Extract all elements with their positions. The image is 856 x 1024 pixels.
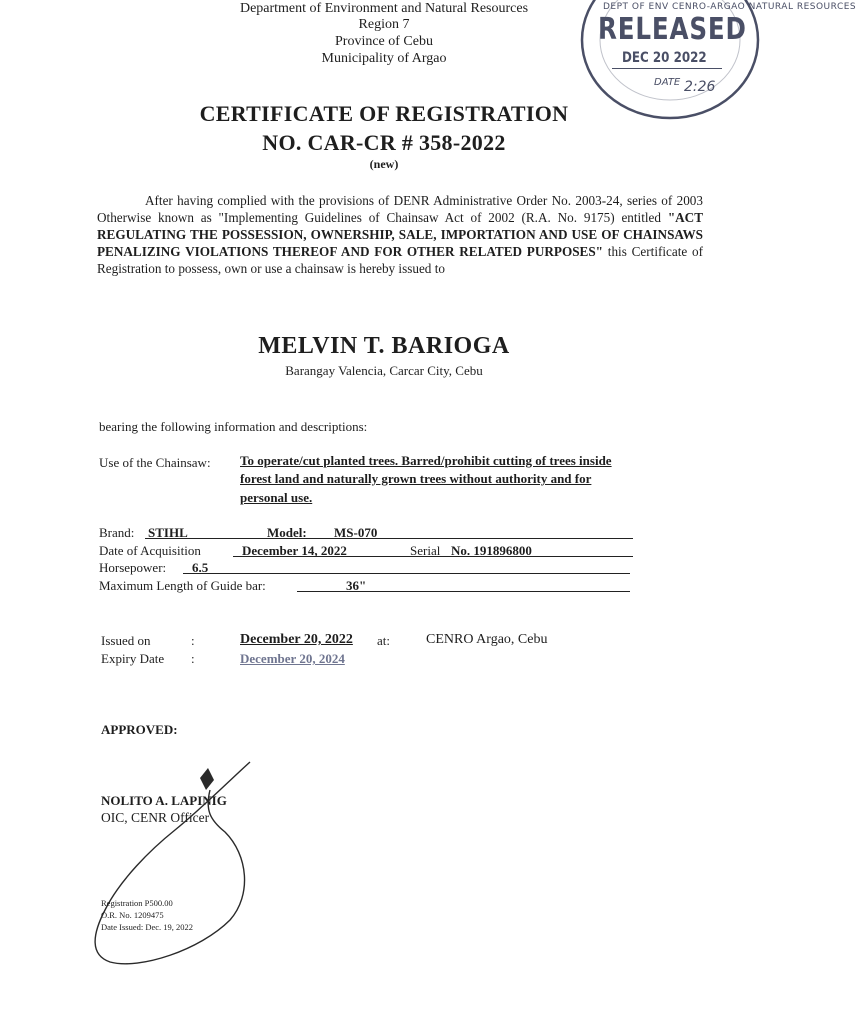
- body-intro: After having complied with the provisions of DENR Administrative Order No. 2003-24, series of 2003 Otherwise known as "Implementing Guidelines of Chainsaw Act of 2002 (R.A. No. 9175) entitled: [97, 193, 703, 225]
- certificate-title: CERTIFICATE OF REGISTRATION: [199, 101, 569, 126]
- horsepower-label: Horsepower:: [99, 560, 167, 575]
- certificate-tag: (new): [369, 157, 399, 171]
- guide-bar-value: 36": [346, 578, 367, 593]
- model-label: Model:: [267, 525, 307, 540]
- acquisition-label: Date of Acquisition: [99, 543, 201, 558]
- municipality: Municipality of Argao: [321, 51, 447, 66]
- use-line-2: forest land and naturally grown trees without authority and for: [240, 471, 592, 486]
- stamp-divider: [612, 68, 722, 69]
- model-value: MS-070: [334, 525, 378, 540]
- act-title: "ACT REGULATING THE POSSESSION, OWNERSHIP, SALE, IMPORTATION AND USE OF CHAINSAWS PENALIZING VIOLATIONS THEREOF AND FOR OTHER RELATED PURPOSES": [97, 210, 703, 259]
- issued-label: Issued on: [101, 633, 151, 648]
- acquisition-date: December 14, 2022: [242, 543, 347, 558]
- region: Region 7: [358, 17, 410, 32]
- stamp-date: DEC 20 2022: [622, 50, 707, 66]
- expiry-label: Expiry Date: [101, 651, 165, 666]
- expiry-date: December 20, 2024: [240, 651, 345, 666]
- officer-name: NOLITO A. LAPINIG: [101, 793, 227, 808]
- body-closing: this Certificate of Registration to possess, own or use a chainsaw is hereby issued to: [97, 244, 704, 276]
- stamp-agency: DEPT OF ENV CENRO-ARGAO NATURAL RESOURCES: [603, 2, 856, 12]
- certificate-body: [97, 192, 703, 277]
- stamp-time-label: DATE: [654, 77, 681, 88]
- approved-label: APPROVED:: [101, 722, 178, 737]
- serial-label: Serial: [410, 543, 441, 558]
- brand-label: Brand:: [99, 525, 135, 540]
- date-issued: Date Issued: Dec. 19, 2022: [101, 922, 194, 932]
- province: Province of Cebu: [335, 34, 433, 49]
- guide-bar-label: Maximum Length of Guide bar:: [99, 578, 266, 593]
- stamp-status: RELEASED: [598, 12, 747, 47]
- registration-fee: Registration P500.00: [101, 898, 173, 908]
- issued-place: CENRO Argao, Cebu: [426, 632, 548, 647]
- issued-date: December 20, 2022: [240, 632, 353, 647]
- registrant-name: MELVIN T. BARIOGA: [258, 333, 510, 359]
- issued-colon: :: [191, 633, 195, 648]
- registrant-address: Barangay Valencia, Carcar City, Cebu: [285, 363, 483, 378]
- signature: [80, 750, 270, 970]
- issued-at-label: at:: [377, 633, 390, 648]
- or-number: O.R. No. 1209475: [101, 910, 164, 920]
- serial-value: No. 191896800: [451, 543, 532, 558]
- brand-model-line: [145, 538, 633, 539]
- officer-position: OIC, CENR Officer: [101, 810, 210, 825]
- horsepower-value: 6.5: [192, 560, 209, 575]
- use-line-3: personal use.: [240, 490, 313, 505]
- expiry-colon: :: [191, 651, 195, 666]
- brand-value: STIHL: [148, 525, 188, 540]
- use-line-1: To operate/cut planted trees. Barred/prohibit cutting of trees inside: [240, 453, 612, 468]
- certificate-number: NO. CAR-CR # 358-2022: [262, 130, 506, 155]
- signature-stroke-icon: [80, 750, 270, 970]
- use-label: Use of the Chainsaw:: [99, 455, 211, 470]
- agency-name: Department of Environment and Natural Resources: [239, 1, 529, 16]
- stamp-time: 2:26: [684, 79, 716, 95]
- horsepower-line: [183, 573, 630, 574]
- details-intro: bearing the following information and descriptions:: [99, 419, 368, 434]
